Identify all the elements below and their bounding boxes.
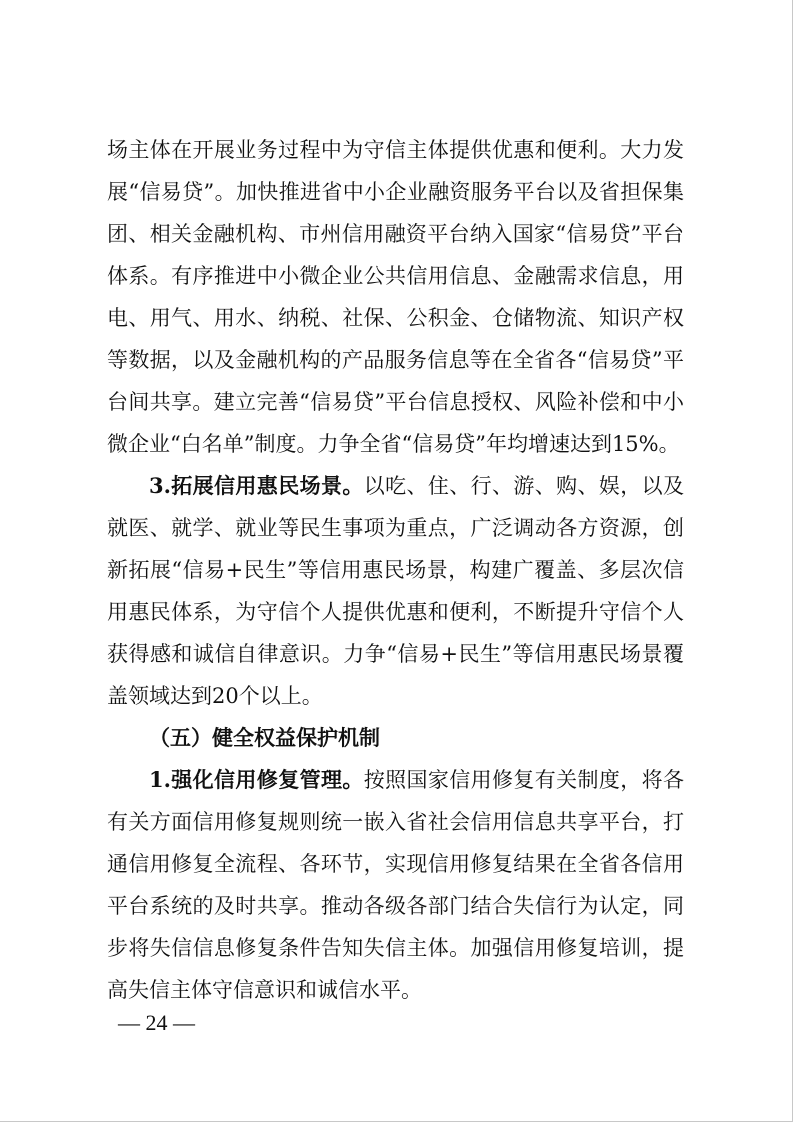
text-line: 新拓展“信易+民生”等信用惠民场景，构建广覆盖、多层次信 xyxy=(107,558,684,582)
text-line: 高失信主体守信意识和诚信水平。 xyxy=(107,978,422,1002)
text-line: 电、用气、用水、纳税、社保、公积金、仓储物流、知识产权 xyxy=(107,306,684,330)
text-line xyxy=(107,465,684,507)
text-line: 用惠民体系，为守信个人提供优惠和便利，不断提升守信个人 xyxy=(107,600,684,624)
text-line xyxy=(107,759,684,801)
text-line: 团、相关金融机构、市州信用融资平台纳入国家“信易贷”平台 xyxy=(107,222,684,246)
text-line: 就医、就学、就业等民生事项为重点，广泛调动各方资源，创 xyxy=(107,516,684,540)
text-line: 微企业“白名单”制度。力争全省“信易贷”年均增速达到15%。 xyxy=(107,432,680,456)
text-line: 步将失信信息修复条件告知失信主体。加强信用修复培训，提 xyxy=(107,936,684,960)
paragraph-credit-livelihood xyxy=(107,465,684,717)
item-heading: 1.强化信用修复管理。 xyxy=(149,767,364,792)
page-number: — 24 — xyxy=(118,1010,195,1035)
text-line: 平台系统的及时共享。推动各级各部门结合失信行为认定，同 xyxy=(107,894,684,918)
text-line: 获得感和诚信自律意识。力争“信易+民生”等信用惠民场景覆 xyxy=(107,642,684,666)
item-heading: 3.拓展信用惠民场景。 xyxy=(149,473,364,498)
text-line: 盖领域达到20个以上。 xyxy=(107,684,323,708)
text-line: 体系。有序推进中小微企业公共信用信息、金融需求信息，用 xyxy=(107,264,684,288)
item-text: 按照国家信用修复有关制度，将各 xyxy=(363,768,684,792)
text-line: 台间共享。建立完善“信易贷”平台信息授权、风险补偿和中小 xyxy=(107,390,684,414)
text-line: 通信用修复全流程、各环节，实现信用修复结果在全省各信用 xyxy=(107,852,684,876)
text-line: 展“信易贷”。加快推进省中小企业融资服务平台以及省担保集 xyxy=(107,180,684,204)
item-text: 以吃、住、行、游、购、娱，以及 xyxy=(363,474,684,498)
paragraph-credit-loan xyxy=(107,129,684,465)
text-line: 有关方面信用修复规则统一嵌入省社会信用信息共享平台，打 xyxy=(107,810,684,834)
text-line: 场主体在开展业务过程中为守信主体提供优惠和便利。大力发 xyxy=(107,138,684,162)
paragraph-credit-repair xyxy=(107,759,684,1011)
text-line: 等数据，以及金融机构的产品服务信息等在全省各“信易贷”平 xyxy=(107,348,684,372)
section-heading: （五）健全权益保护机制 xyxy=(149,725,380,750)
page-body xyxy=(107,129,684,1011)
